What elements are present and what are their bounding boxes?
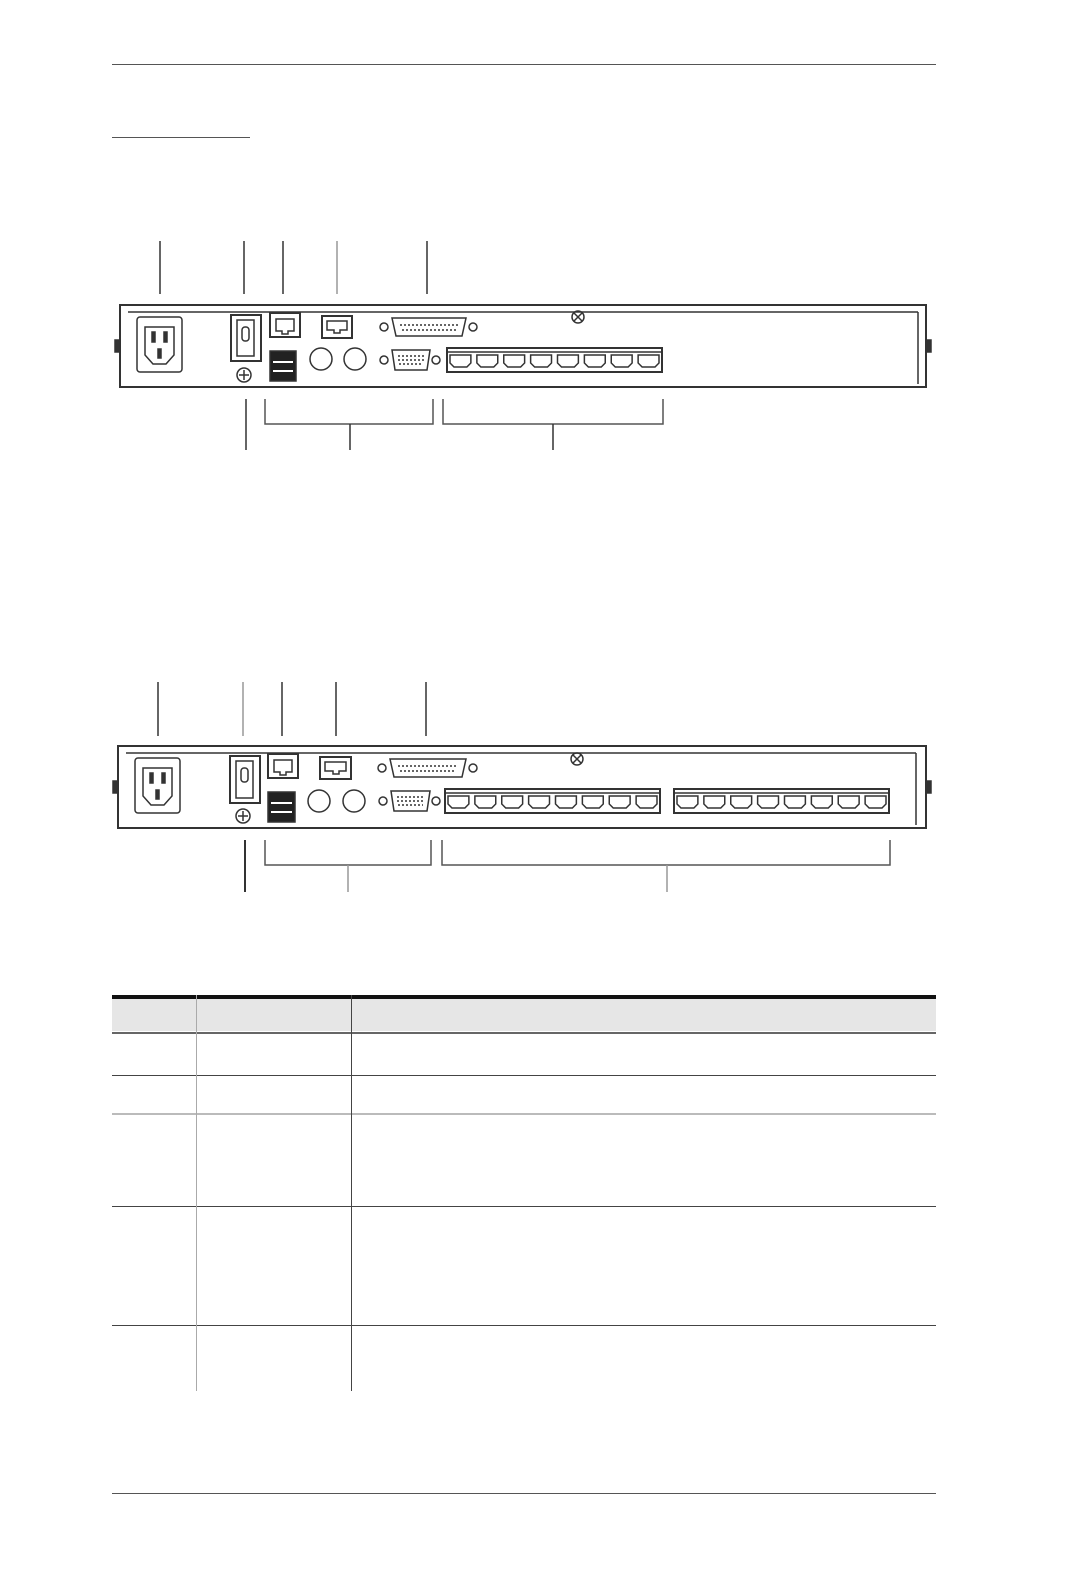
rear-panel-diagram-16-port <box>0 670 1086 910</box>
rj45-port-icon <box>758 796 779 808</box>
rj45-port-icon <box>865 796 886 808</box>
components-table <box>112 995 936 1391</box>
rj45-port-icon <box>838 796 859 808</box>
rj45-port-icon <box>475 796 496 808</box>
table-header-row <box>112 999 936 1031</box>
rj45-port-icon <box>556 796 577 808</box>
rj45-port-icon <box>638 355 659 367</box>
rj45-port-icon <box>529 796 550 808</box>
rj45-port-icon <box>731 796 752 808</box>
footer-rule <box>112 1493 936 1494</box>
table-row <box>112 1207 936 1325</box>
rj45-port-icon <box>811 796 832 808</box>
rj45-port-icon <box>450 355 471 367</box>
table-row <box>112 1115 936 1206</box>
table-row <box>112 1076 936 1113</box>
rj45-port-icon <box>584 355 605 367</box>
rj45-port-icon <box>785 796 806 808</box>
rj45-port-icon <box>636 796 657 808</box>
rj45-port-icon <box>448 796 469 808</box>
table-row <box>112 1326 936 1391</box>
rj45-port-icon <box>609 796 630 808</box>
rj45-port-icon <box>504 355 525 367</box>
rj45-port-icon <box>582 796 603 808</box>
kvm-port-group <box>674 789 889 813</box>
header-rule <box>112 64 936 65</box>
rj45-port-icon <box>704 796 725 808</box>
kvm-port-group <box>445 789 660 813</box>
section-title-underline <box>112 137 250 138</box>
rj45-port-icon <box>558 355 579 367</box>
rj45-port-icon <box>502 796 523 808</box>
rear-panel-diagram-8-port <box>0 230 1086 470</box>
rj45-port-icon <box>477 355 498 367</box>
kvm-port-group <box>447 348 662 372</box>
table-row <box>112 1034 936 1075</box>
rj45-port-icon <box>611 355 632 367</box>
rj45-port-icon <box>677 796 698 808</box>
rj45-port-icon <box>531 355 552 367</box>
